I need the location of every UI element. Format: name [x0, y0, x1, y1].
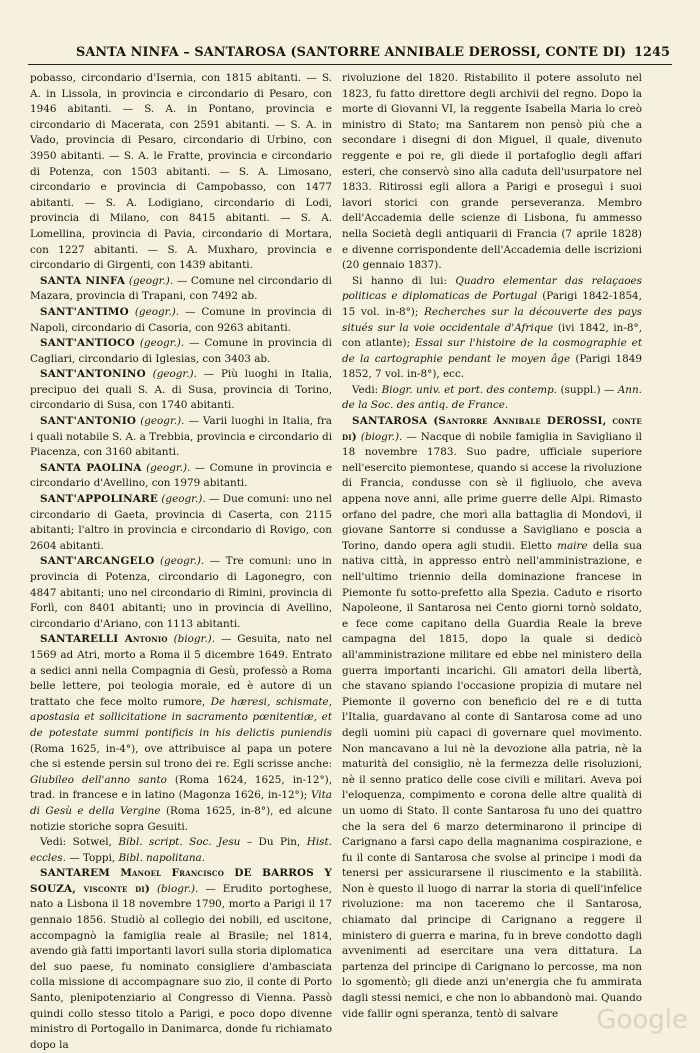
- entry-text: — Comune in provincia di Napoli, circondario di Casoria, con 9263 abitanti.: [30, 305, 332, 334]
- entry-text: — Tre comuni: uno in provincia di Potenza, circondario di Lagonegro, con 4847 abitanti; uno nel circondario di Rimini, provincia di Forlì, con 8401 abitanti; uno in provincia di Avellino, circondario d'Ariano, con 1113 abitanti.: [30, 555, 332, 630]
- entry-santa-paolina: [30, 461, 332, 492]
- work-title: Vita di Gesù e della Vergine: [30, 789, 332, 817]
- entry-santantimo: [30, 305, 332, 336]
- ref-title: Ann. de la Soc. des antiq. de France.: [342, 383, 642, 412]
- entry-text: — Comune nel circondario di Mazara, provincia di Trapani, con 7492 ab.: [30, 274, 332, 303]
- entry-headword: SANTA PAOLINA: [40, 461, 142, 474]
- work-title: Quadro elementar das relaçaoes politicas e diplomaticas de Portugal: [342, 274, 643, 303]
- entry-text: (ivi 1842, in-8°, con atlante);: [342, 321, 642, 350]
- entry-headword: SANTAREM Manoel Francisco DE BARROS Y SOUZA, visconte di): [30, 867, 332, 895]
- entry-text: — Due comuni: uno nel circondario di Gaeta, provincia di Caserta, con 2115 abitanti; l'altro in provincia e circondario di Rovigo, con 2604 abitanti.: [30, 493, 332, 552]
- entry-text: della sua nativa città, in appresso entrò nell'amministrazione, e nell'ultimo triennio della dominazione francese in Piemonte fu sotto-prefetto alla Spezia. Caduto e risorto Napoleone, il Santarosa nei Cento giorni tornò soldato, e fece come capitano della Guardia Reale la breve campagna del 1815, dopo la quale si dedicò all'amministrazione militare ed ebbe nel ministero della guerra importanti incarichi. Gli amatori della libertà, che stavano spiando l'occasione propizia di mutare nel Piemonte il governo con beneficio del re e di tutta l'Italia, guardavano al conte di Santarosa come ad uno degli uomini più capaci di governare quel movimento. Non mancavano a lui nè la devozione alla patria, nè la maturità del consiglio, nè la fermezza delle risoluzioni, nè il senno pratico delle cose civili e militari. Aveva poi l'eloquenza, compimento e corona delle altre qualità di un uomo di Stato. Il conte Santarosa fu uno dei quattro che la sera del 6 marzo determinarono il principe di Carignano a farsi capo della magnanima cospirazione, e fu il conte di Santarosa che svolse al principe i modi da tenersi per assicurarsene il riuscimento e la stabilità. Non è questo il luogo di narrar la storia di quell'infelice rivoluzione: ma non taceremo che il Santarosa, chiamato dal principe di Carignano a reggere il ministero di guerra e marina, fu in breve condotto dagli avvenimenti ad esercitare una vera dittatura. La partenza del principe di Carignano lo percosse, ma non lo sgomentò; gli diede anzi un'energia che fu ammirata dagli stessi nemici, e che non lo abbandonò mai. Quando vide fallir ogni speranza, tentò di salvare: [342, 539, 643, 1020]
- continued-paragraph: pobasso, circondario d'Isernia, con 1815 abitanti. — S. A. in Lissola, in provincia e circondario di Pesaro, con 1946 abitanti. — S. A. in Pontano, provincia e circondario di Macerata, con 2591 abitanti. — S. A. in Vado, provincia di Pesaro, circondario di Urbino, con 3950 abitanti. — S. A. le Fratte, provincia e circondario di Potenza, con 1503 abitanti. — S. A. Limosano, circondario e provincia di Campobasso, con 1477 abitanti. — S. A. Lodigiano, circondario di Lodi, provincia di Milano, con 8415 abitanti. — S. A. Lomellina, provincia di Pavia, circondario di Mortara, con 1227 abitanti. — S. A. Muxharo, provincia e circondario di Girgenti, con 1439 abitanti.: [30, 72, 332, 272]
- entry-text: (Roma 1624, 1625, in-12°), trad. in francese e in latino (Magonza 1626, in-12°);: [30, 773, 333, 802]
- entry-headword: SANTARELLI Antonio: [40, 633, 168, 646]
- continued-paragraph: rivoluzione del 1820. Ristabilito il potere assoluto nel 1823, fu fatto direttore degli archivii del regno. Dopo la morte di Giovanni VI, la reggente Isabella Maria lo creò ministro di Stato; ma Santarem non pensò più che a secondare i disegni di don Miguel, il quale, divenuto reggente e poi re, gli diede il portafoglio degli affari esteri, che conservò sino alla caduta dell'usurpatore nel 1833. Ritirossi egli allora a Parigi e proseguì i suoi lavori storici con grande perseveranza. Membro dell'Accademia delle scienze di Lisbona, fu ammesso nella Società degli antiquarii di Francia (7 aprile 1828) e divenne corrispondente dell'Accademia delle iscrizioni (20 gennaio 1837).: [342, 72, 642, 272]
- entry-text: — Varii luoghi in Italia, fra i quali notabile S. A. a Trebbia, provincia e circondario di Piacenza, con 3160 abitanti.: [30, 415, 333, 459]
- page-number: 1245: [633, 45, 670, 60]
- entry-text: — Gesuita, nato nel 1569 ad Atri, morto a Roma il 5 dicembre 1649. Entrato a sedici anni nella Compagnia di Gesù, professò a Roma belle lettere, poi teologia morale, ed è autore di un trattato che fece molto rumore,: [30, 633, 333, 708]
- references: [342, 383, 642, 414]
- entry-text: (Roma 1625, in-4°), ove attribuisce al papa un potere che si estende persin sul trono dei re. Egli scrisse anche:: [30, 742, 332, 771]
- entry-santarcangelo: [30, 554, 332, 632]
- entry-santantonino: [30, 367, 332, 414]
- entry-santantonio: [30, 414, 332, 461]
- ref-text: Vedi: Sotwel,: [40, 836, 119, 849]
- entry-santarelli: [30, 632, 332, 835]
- entry-text: — Erudito portoghese, nato a Lisbona il 18 novembre 1790, morto a Parigi il 17 gennaio 1856. Studiò al collegio dei nobili, ed uscitone, accompagnò la famiglia reale al Brasile; nel 1814, avendo già fatti importanti lavori sulla storia diplomatica del suo paese, fu nominato consigliere d'ambasciata colla missione di accompagnare suo zio, il conte di Porto Santo, plenipotenziario al Congresso di Vienna. Passò quindi collo stesso titolo a Parigi, e poco dopo divenne ministro di Portogallo in Danimarca, donde fu richiamato dopo la: [30, 882, 332, 1051]
- entry-tag: (geogr.).: [140, 415, 185, 428]
- ref-text: — Toppi,: [65, 851, 119, 864]
- entry-headword: SANTA NINFA: [40, 274, 126, 287]
- entry-text: — Comune in provincia di Cagliari, circondario di Iglesias, con 3403 ab.: [30, 337, 332, 365]
- entry-tag: (biogr.).: [173, 633, 216, 646]
- entry-text: (Parigi 1842-1854, 15 vol. in-8°);: [342, 290, 642, 318]
- entry-headword: SANTAROSA (Santorre Annibale DEROSSI, conte di): [342, 415, 642, 443]
- watermark: Google: [596, 1005, 688, 1035]
- entry-tag: (geogr.).: [146, 461, 191, 474]
- work-title: De hæresi, schismate, apostasia et sollicitatione in sacramento pœnitentiæ, et de potestate summi pontificis in his delictis puniendis: [30, 695, 332, 739]
- entry-santappolinare: [30, 492, 332, 554]
- work-title: Recherches sur la découverte des pays situés sur la voie occidentale d'Afrique: [342, 305, 642, 334]
- ref-title: Biogr. univ. et port. des contemp.: [381, 383, 558, 396]
- right-column: [342, 71, 642, 1022]
- work-title: Giubileo dell'anno santo: [30, 773, 167, 786]
- left-column: [30, 71, 332, 1053]
- entry-tag: (geogr.).: [128, 274, 174, 287]
- entry-santarem: [30, 866, 332, 1053]
- works-paragraph: [342, 274, 642, 383]
- ref-text: – Du Pin,: [240, 836, 307, 849]
- ref-title: Bibl. script. Soc. Jesu: [118, 836, 241, 849]
- ref-title: Bibl. napolitana.: [118, 851, 206, 864]
- entry-santarosa: [342, 414, 642, 1022]
- running-title: SANTA NINFA – SANTAROSA (SANTORRE ANNIBALE DEROSSI, CONTE DI): [76, 45, 627, 60]
- entry-text: Si hanno di lui:: [352, 274, 456, 287]
- emphasis: maire: [557, 539, 588, 552]
- entry-headword: SANT'APPOLINARE: [40, 493, 158, 506]
- entry-santa-ninfa: [30, 274, 332, 305]
- ref-title: Hist. eccles.: [30, 836, 332, 864]
- entry-text: — Comune in provincia e circondario d'Avellino, con 1979 abitanti.: [30, 461, 332, 490]
- header-rule: [28, 64, 672, 65]
- entry-headword: SANT'ANTIOCO: [40, 337, 135, 350]
- entry-text: — Più luoghi in Italia, precipuo dei quali S. A. di Susa, provincia di Torino, circondario di Susa, con 1740 abitanti.: [30, 368, 332, 412]
- entry-headword: SANT'ANTIMO: [40, 305, 129, 318]
- references: [30, 835, 332, 866]
- entry-headword: SANT'ARCANGELO: [40, 555, 155, 568]
- entry-tag: (geogr.).: [159, 555, 205, 568]
- ref-text: Vedi:: [352, 383, 382, 396]
- entry-text: (Roma 1625, in-8°), ed alcune notizie storiche sopra Gesuiti.: [30, 804, 332, 833]
- entry-headword: SANT'ANTONINO: [40, 368, 146, 381]
- entry-tag: (geogr.).: [161, 493, 206, 506]
- entry-text: (Parigi 1849 1852, 7 vol. in-8°), ecc.: [342, 352, 643, 381]
- work-title: Essai sur l'histoire de la cosmographie et de la cartographie pendant le moyen âge: [342, 337, 642, 365]
- entry-tag: (biogr.).: [156, 882, 199, 895]
- entry-tag: (geogr.).: [139, 337, 185, 350]
- entry-tag: (geogr.).: [152, 368, 197, 381]
- ref-text: (suppl.) —: [557, 383, 618, 396]
- entry-santantioco: [30, 336, 332, 367]
- entry-tag: (geogr.).: [134, 305, 180, 318]
- entry-headword: SANT'ANTONIO: [40, 415, 137, 428]
- page-header: [28, 40, 672, 64]
- entry-tag: (biogr.).: [360, 430, 403, 443]
- entry-text: — Nacque di nobile famiglia in Savigliano il 18 novembre 1783. Suo padre, ufficiale superiore nell'esercito piemontese, quando si accese la rivoluzione di Francia, condusse con sè il figliuolo, che aveva appena nove anni, alle prime guerre delle Alpi. Rimasto orfano del padre, che morì alla battaglia di Mondovì, il giovane Santorre si condusse a Savigliano e poscia a Torino, dando opera agli studii. Eletto: [342, 430, 642, 552]
